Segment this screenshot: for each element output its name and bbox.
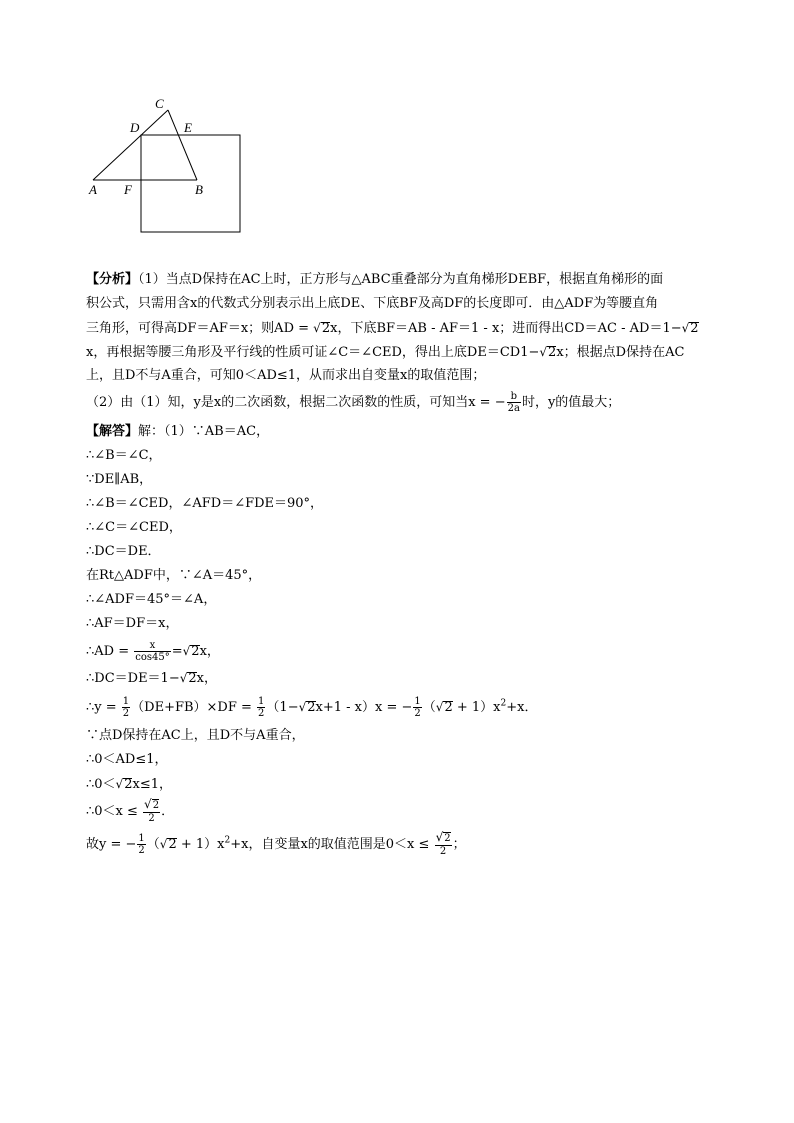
answer-line-12: ∵点D保持在AC上，且D不与A重合， [86,728,305,743]
answer-line-5: ∴DC＝DE． [86,544,161,559]
answer-line-9 [86,636,726,666]
fraction-numerator: 1 [138,833,145,844]
sqrt-radicand: 2 [124,777,133,792]
analysis-text-4b: x；根据点D保持在AC [556,345,685,360]
segment-cb [168,110,197,180]
fraction-numerator: 1 [414,696,421,707]
analysis-text-2: 积公式，只需用含x的代数式分别表示出上底DE、下底BF及高DF的长度即可．由△ADF为等腰直角 [86,296,659,311]
sqrt-sign: √ [144,797,152,811]
answer-text-16c: + 1）x [176,837,225,852]
fraction-denominator: 2 [122,708,130,719]
answer-text-16a: 故y = − [86,837,137,852]
sqrt-sign: √ [539,345,548,359]
answer-line-4: ∴∠C＝∠CED， [86,520,182,535]
label-c: C [155,96,164,111]
analysis-text-6b: 时，y的值最大； [521,395,621,410]
answer-text-10b: x， [196,671,217,686]
sqrt-radicand: 2 [307,700,316,715]
fraction-one-half [122,696,130,719]
analysis-heading: 【分析】 [86,272,139,287]
answer-text-0: 解：（1）∵AB＝AC， [138,424,270,439]
sqrt-sign: √ [435,830,444,844]
sqrt-radicand: 2 [321,321,331,336]
fraction-sqrt2-over-2 [435,832,452,857]
fraction-denominator: 2 [138,845,145,856]
sqrt-radicand: 2 [191,644,200,659]
answer-text-16b: （ [146,837,160,852]
fraction-numerator [435,832,452,846]
sqrt-sign: √ [435,700,444,714]
sqrt-radicand: 2 [152,800,160,811]
solution-document [86,268,726,860]
fraction-numerator [143,799,160,813]
label-a: A [89,182,97,197]
label-e: E [184,120,192,135]
answer-text-11d: x+1 - x）x = − [315,700,413,715]
answer-text-11f: + 1）x [452,700,501,715]
sqrt-sign: √ [159,837,168,851]
answer-text-11c: （1− [266,700,299,715]
fraction-numerator: x [134,640,170,652]
answer-line-13: ∴0＜AD≤1， [86,752,168,767]
analysis-line-2 [86,292,726,316]
answer-text-9b: x， [199,644,220,659]
answer-text-11a: ∴y = [86,700,117,715]
answer-text-15b: ． [161,804,175,819]
fraction-one-half [137,833,145,856]
fraction-denominator: cos45° [135,652,170,663]
answer-line-14 [86,772,726,796]
fraction-denominator: 2 [414,708,421,719]
square [141,135,240,232]
label-b: B [195,182,203,197]
fraction-denominator: 2 [439,846,447,857]
sqrt-sign: √ [313,321,321,335]
fraction-numerator: 1 [258,696,265,707]
analysis-line-6 [86,388,726,418]
fraction-one-half [413,696,421,719]
answer-text-10a: ∴DC＝DE＝1− [86,671,180,686]
answer-line-10 [86,666,726,690]
exponent: 2 [500,698,507,709]
analysis-line-3 [86,316,726,340]
answer-heading: 【解答】 [86,424,139,439]
answer-text-11b: （DE+FB）×DF = [131,700,252,715]
label-f: F [124,182,132,197]
answer-text-11e: （ [422,700,436,715]
geometry-figure [85,92,255,242]
answer-line-11 [86,690,726,724]
sqrt-radicand: 2 [444,833,451,844]
answer-section [86,420,726,860]
answer-text-15a: ∴0＜x ≤ [86,804,138,819]
answer-text-16d: +x，自变量x的取值范围是0＜x ≤ [230,837,430,852]
sqrt-sign: √ [298,700,307,714]
answer-text-14b: x≤1， [132,777,172,792]
exponent: 2 [224,835,231,846]
analysis-text-3b: x，下底BF＝AB - AF＝1 - x；进而得出CD＝AC - AD＝1− [330,321,682,336]
fraction-denominator: 2 [258,708,265,719]
sqrt-sign: √ [179,671,188,685]
answer-line-15 [86,796,726,828]
sqrt-radicand: 2 [444,700,453,715]
answer-line-6: 在Rt△ADF中，∵∠A＝45°， [86,568,262,583]
sqrt-radicand: 2 [168,837,177,852]
analysis-line-5 [86,364,726,388]
analysis-text-5: 上，且D不与A重合，可知0＜AD≤1，从而求出自变量x的取值范围； [86,368,486,383]
sqrt-sign: √ [681,321,690,335]
sqrt-sign: √ [182,644,191,658]
fraction-sqrt2-over-2 [143,799,160,824]
answer-line-2: ∵DE∥AB， [86,472,153,487]
analysis-section [86,268,726,418]
answer-text-9a: ∴AD = [86,644,130,659]
fraction-b-over-2a [507,391,521,414]
analysis-line-4 [86,340,726,364]
answer-line-16 [86,828,726,860]
answer-line-8: ∴AF＝DF＝x， [86,616,179,631]
equals-sign: = [171,644,183,659]
analysis-text-3a: 三角形，可得高DF＝AF＝x；则AD = [86,321,310,336]
fraction-numerator: 1 [122,696,130,707]
answer-line-3: ∴∠B＝∠CED，∠AFD＝∠FDE＝90°， [86,496,324,511]
analysis-text-6a: （2）由（1）知，y是x的二次函数，根据二次函数的性质，可知当x = − [86,395,506,410]
analysis-line-1 [86,268,726,292]
sqrt-radicand: 2 [188,671,197,686]
fraction-one-half [257,696,265,719]
fraction-numerator: b [507,391,521,403]
sqrt-radicand: 2 [690,321,699,336]
analysis-text-4a: x，再根据等腰三角形及平行线的性质可证∠C＝∠CED，得出上底DE＝CD1− [86,345,540,360]
answer-text-14a: ∴0＜ [86,777,116,792]
answer-line-0 [86,420,726,444]
sqrt-sign: √ [115,777,124,791]
answer-line-7: ∴∠ADF＝45°＝∠A， [86,592,217,607]
answer-text-11g: +x． [506,700,538,715]
sqrt-radicand: 2 [548,345,557,360]
fraction-x-over-cos45 [134,640,170,663]
analysis-text-1: （1）当点D保持在AC上时，正方形与△ABC重叠部分为直角梯形DEBF，根据直角梯形的面 [138,272,664,287]
fraction-denominator: 2a [507,403,520,414]
fraction-denominator: 2 [148,813,155,824]
label-d: D [130,120,140,135]
answer-line-1: ∴∠B＝∠C， [86,448,162,463]
answer-text-16e: ； [452,837,466,852]
